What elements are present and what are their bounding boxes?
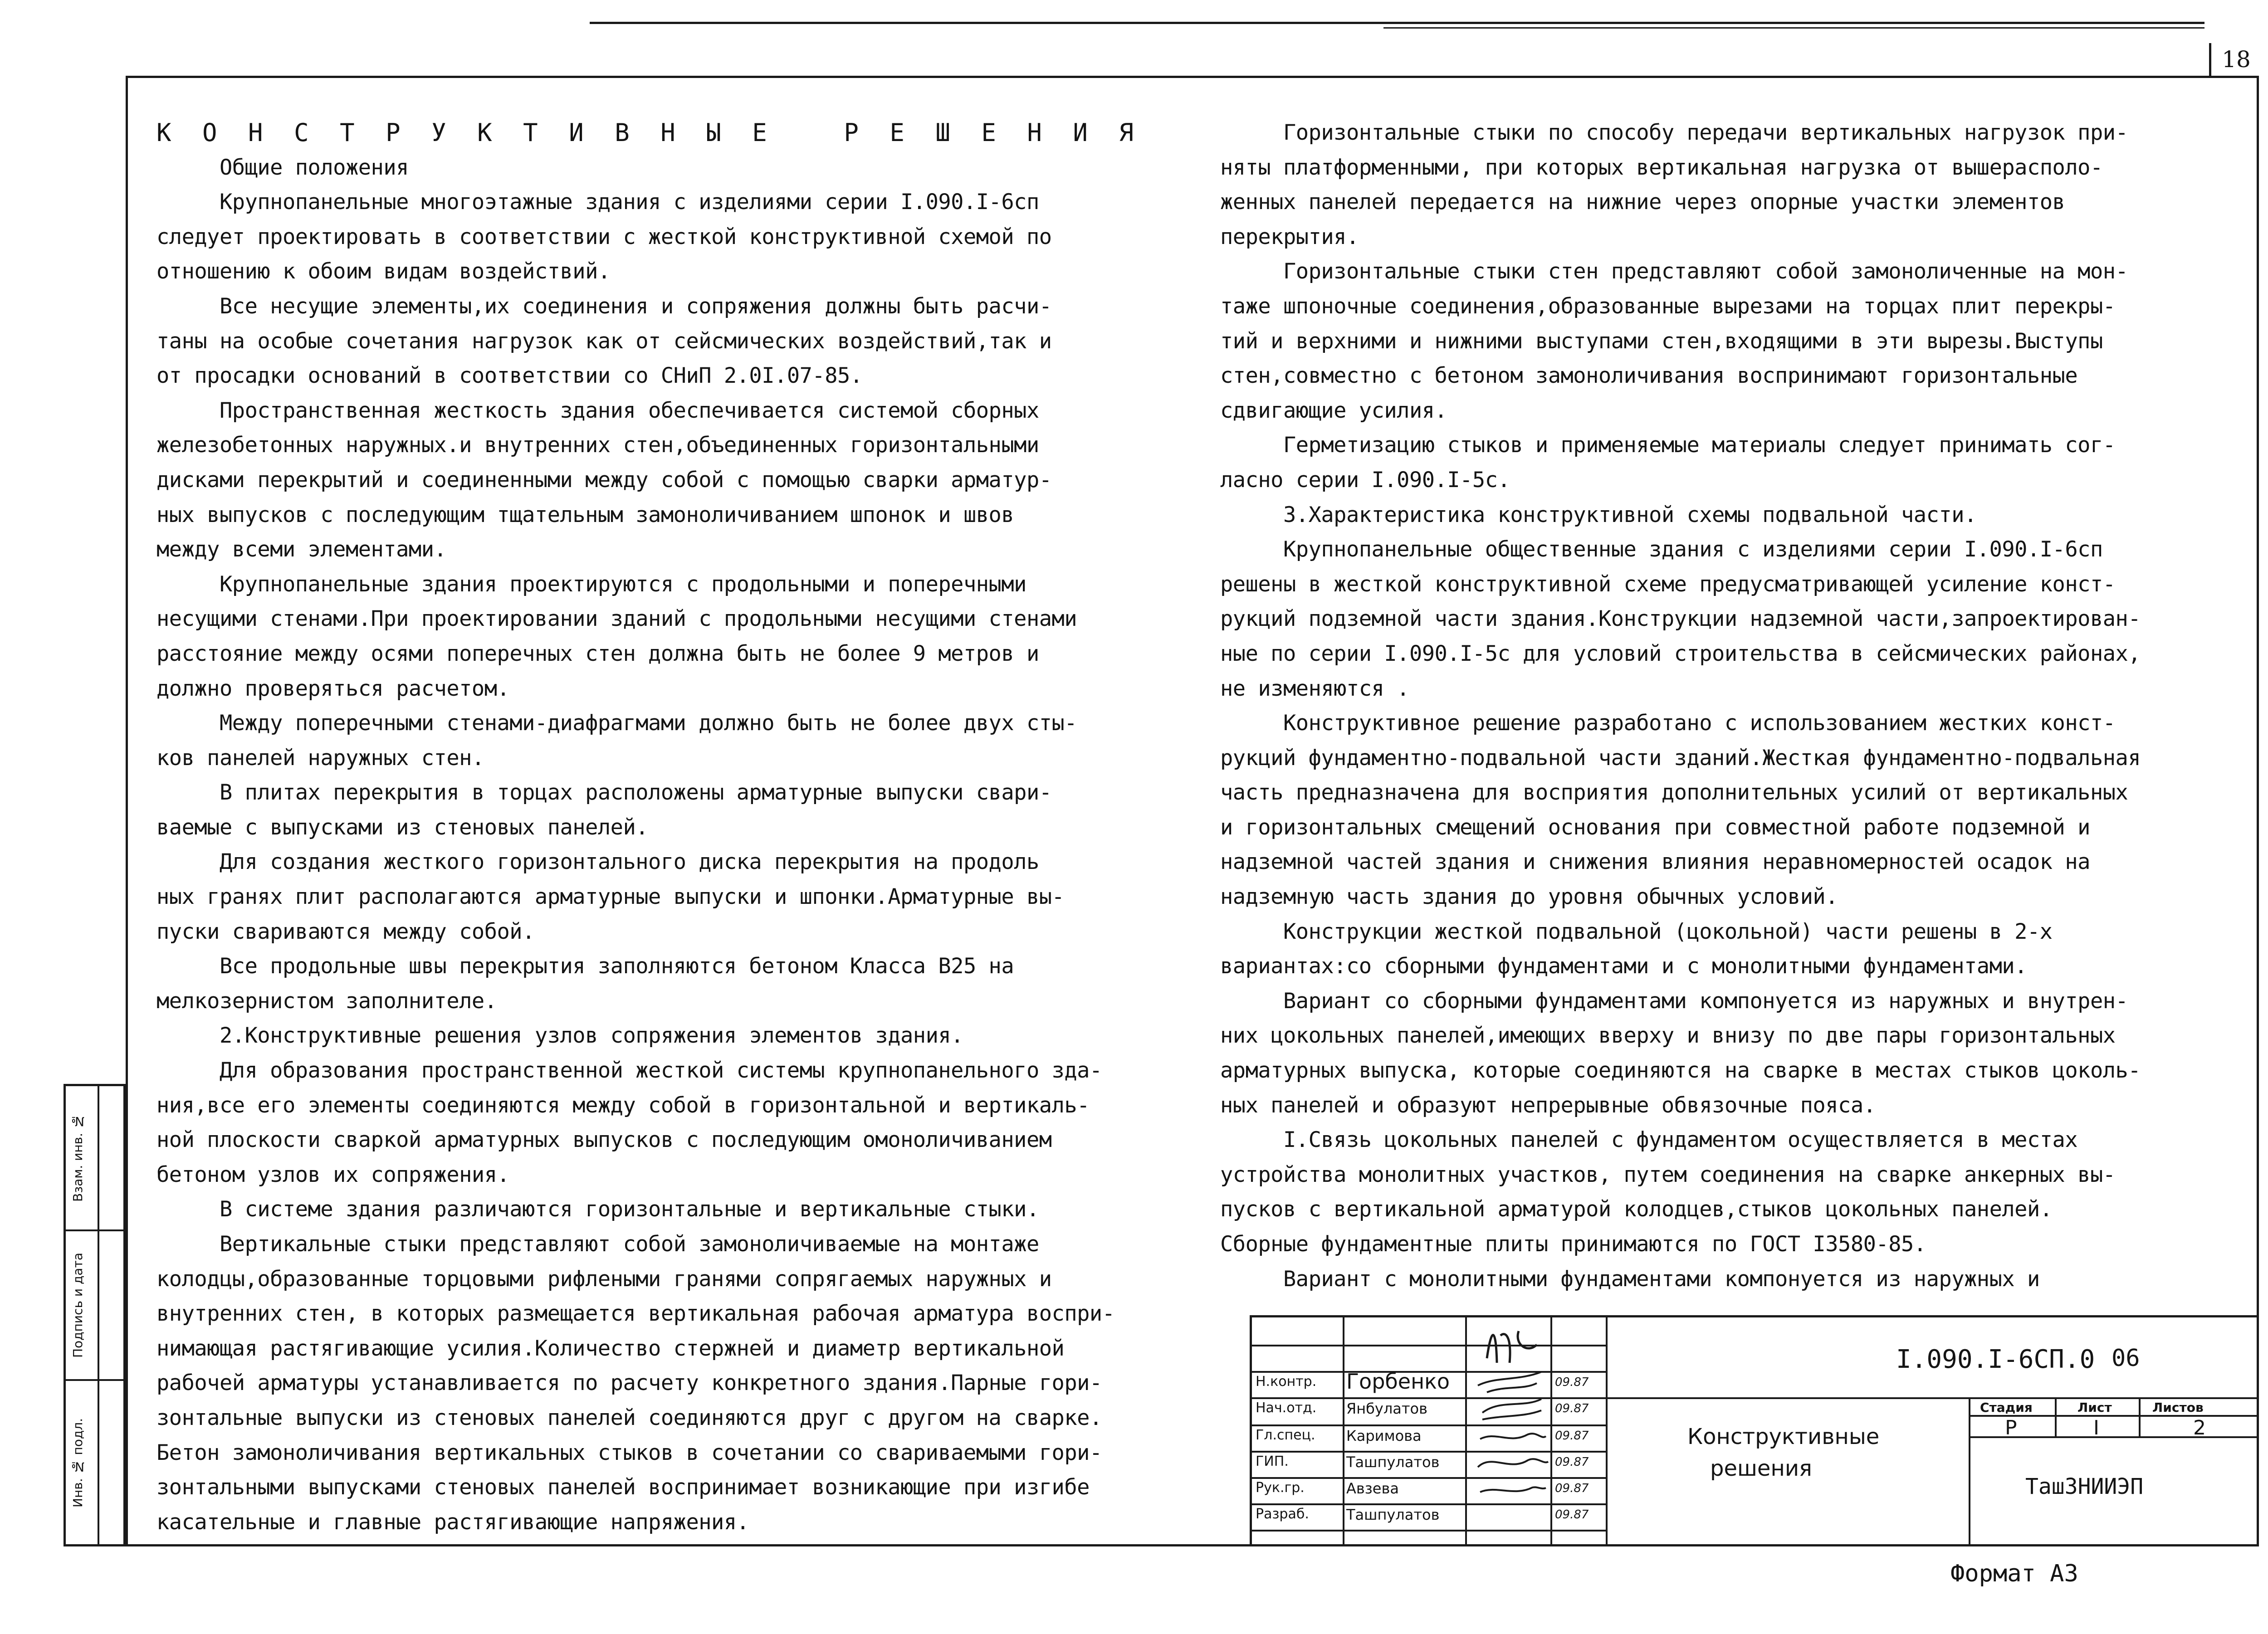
text-line: касательные и главные растягивающие напряжения.: [156, 1509, 749, 1535]
sidebar-cell-sign-date: [66, 1231, 123, 1381]
text-line: рукций фундаментно-подвальной части зданий.Жесткая фундаментно-подвальная: [1220, 745, 2141, 771]
sheets-value: 2: [2193, 1416, 2206, 1439]
sidebar-label-inv-orig: Инв. № подл.: [70, 1418, 85, 1507]
text-line: рукций подземной части здания.Конструкции надземной части,запроектирован-: [1220, 606, 2141, 632]
text-line: пуски свариваются между собой.: [156, 919, 535, 944]
text-line: зонтальными выпусками стеновых панелей воспринимает возникающие при изгибе: [156, 1475, 1090, 1500]
text-line: Пространственная жесткость здания обеспечивается системой сборных: [156, 398, 1039, 423]
text-line: надземную часть здания до уровня обычных условий.: [1220, 884, 1838, 910]
text-line: расстояние между осями поперечных стен должна быть не более 9 метров и: [156, 641, 1039, 666]
stamp-role: Нач.отд.: [1256, 1400, 1317, 1416]
stamp-role: ГИП.: [1256, 1454, 1289, 1469]
text-line: Для создания жесткого горизонтального диска перекрытия на продоль: [156, 849, 1039, 875]
text-line: ваемые с выпусками из стеновых панелей.: [156, 815, 649, 840]
text-line: не изменяются .: [1220, 676, 1409, 701]
text-line: тий и верхними и нижними выступами стен,входящими в эти вырезы.Выступы: [1220, 328, 2103, 354]
stamp-name: Ташпулатов: [1346, 1506, 1440, 1523]
text-line: стен,совместно с бетоном замоноличивания воспринимают горизонтальные: [1220, 363, 2078, 389]
stamp-role: Рук.гр.: [1256, 1480, 1305, 1496]
text-line: Все продольные швы перекрытия заполняются бетоном Класса В25 на: [156, 954, 1014, 979]
text-line: часть предназначена для восприятия дополнительных усилий от вертикальных: [1220, 780, 2128, 805]
text-line: зонтальные выпуски из стеновых панелей соединяются друг с другом на сварке.: [156, 1405, 1102, 1430]
text-line: В системе здания различаются горизонтальные и вертикальные стыки.: [156, 1197, 1039, 1222]
text-line: вариантах:со сборными фундаментами и с монолитными фундаментами.: [1220, 954, 2027, 979]
text-line: ных выпусков с последующим тщательным замоноличиванием шпонок и швов: [156, 502, 1014, 527]
text-line: 3.Характеристика конструктивной схемы подвальной части.: [1220, 502, 1977, 527]
sheet-value: I: [2093, 1416, 2099, 1439]
text-line: Конструкции жесткой подвальной (цокольной) части решены в 2-х: [1220, 919, 2053, 944]
stage-value: Р: [2005, 1416, 2017, 1439]
text-line: бетоном узлов их сопряжения.: [156, 1162, 510, 1187]
text-line: Крупнопанельные общественные здания с изделиями серии I.090.I-6сп: [1220, 537, 2103, 562]
text-line: женных панелей передается на нижние через опорные участки элементов: [1220, 190, 2065, 215]
text-line: железобетонных наружных.и внутренних стен,объединенных горизонтальными: [156, 433, 1039, 458]
text-line: Вертикальные стыки представляют собой замоноличиваемые на монтаже: [156, 1232, 1039, 1257]
text-line: них цокольных панелей,имеющих вверху и внизу по две пары горизонтальных: [1220, 1023, 2116, 1049]
text-line: ных панелей и образуют непрерывные обвязочные пояса.: [1220, 1093, 1876, 1118]
text-line: Сборные фундаментные плиты принимаются по ГОСТ I3580-85.: [1220, 1232, 1926, 1257]
signatures: [1469, 1317, 1550, 1546]
text-line: Вариант со сборными фундаментами компонуется из наружных и внутрен-: [1220, 988, 2128, 1014]
text-line: нимающая растягивающие усилия.Количество стержней и диаметр вертикальной: [156, 1336, 1065, 1361]
text-line: Горизонтальные стыки стен представляют собой замоноличенные на мон-: [1220, 259, 2128, 284]
sidebar-label-sign-date: Подпись и дата: [70, 1253, 85, 1358]
stamp-name: Авзева: [1346, 1480, 1399, 1497]
sheet-code: 06: [2112, 1345, 2140, 1372]
section-heading: К О Н С Т Р У К Т И В Н Ы Е Р Е Ш Е Н И Я: [156, 118, 1142, 147]
doc-title-line2: решения: [1710, 1456, 1812, 1481]
text-line: В плитах перекрытия в торцах расположены арматурные выпуски свари-: [156, 780, 1052, 805]
text-line: Все несущие элементы,их соединения и сопряжения должны быть расчи-: [156, 293, 1052, 319]
text-line: арматурных выпуска, которые соединяются на сварке в местах стыков цоколь-: [1220, 1058, 2141, 1083]
text-line: дисками перекрытий и соединенными между собой с помощью сварки арматур-: [156, 467, 1052, 493]
stamp-name: Ташпулатов: [1346, 1454, 1440, 1471]
title-block: [1250, 1315, 2259, 1546]
text-line: Общие положения: [156, 155, 409, 180]
text-line: пусков с вертикальной арматурой колодцев,стыков цокольных панелей.: [1220, 1197, 2053, 1222]
text-line: следует проектировать в соответствии с жесткой конструктивной схемой по: [156, 224, 1052, 249]
text-line: I.Связь цокольных панелей с фундаментом осуществляется в местах: [1220, 1127, 2078, 1153]
text-line: Бетон замоноличивания вертикальных стыков в сочетании со свариваемыми гори-: [156, 1440, 1102, 1465]
sheets-header: Листов: [2152, 1400, 2204, 1415]
text-line: няты платформенными, при которых вертикальная нагрузка от вышерасполо-: [1220, 155, 2103, 180]
sidebar-label-inv-dup: Взам. инв. №: [70, 1114, 85, 1202]
text-line: сдвигающие усилия.: [1220, 398, 1447, 423]
text-line: и горизонтальных смещений основания при совместной работе подземной и: [1220, 815, 2090, 840]
doc-title-line1: Конструктивные: [1687, 1424, 1880, 1449]
stamp-date: 09.87: [1555, 1455, 1589, 1469]
text-line: несущими стенами.При проектировании зданий с продольными несущими стенами: [156, 606, 1077, 632]
stamp-role: Гл.спец.: [1256, 1427, 1315, 1443]
left-text-column: [156, 116, 1142, 1540]
text-line: Между поперечными стенами-диафрагмами должно быть не более двух сты-: [156, 711, 1077, 736]
text-line: ных гранях плит располагаются арматурные выпуски и шпонки.Арматурные вы-: [156, 884, 1065, 910]
top-rule-thin: [1383, 27, 2204, 29]
text-line: таны на особые сочетания нагрузок как от сейсмических воздействий,так и: [156, 328, 1052, 354]
text-line: ков панелей наружных стен.: [156, 745, 484, 771]
text-line: перекрытия.: [1220, 224, 1359, 249]
text-line: Горизонтальные стыки по способу передачи вертикальных нагрузок при-: [1220, 120, 2128, 145]
text-line: внутренних стен, в которых размещается вертикальная рабочая арматура воспри-: [156, 1301, 1115, 1327]
sidebar-cell-inv-dup: [66, 1086, 123, 1231]
text-line: надземной частей здания и снижения влияния неравномерностей осадок на: [1220, 849, 2090, 875]
text-line: отношению к обоим видам воздействий.: [156, 259, 611, 284]
stamp-name: Каримова: [1346, 1427, 1422, 1444]
stamp-date: 09.87: [1555, 1402, 1589, 1415]
stamp-date: 09.87: [1555, 1375, 1589, 1389]
stamp-role: Н.контр.: [1256, 1374, 1317, 1390]
paper-format: Формат А3: [1950, 1560, 2078, 1587]
text-line: рабочей арматуры устанавливается по расчету конкретного здания.Парные гори-: [156, 1371, 1102, 1396]
text-line: Для образования пространственной жесткой системы крупнопанельного зда-: [156, 1058, 1102, 1083]
stage-header: Стадия: [1980, 1400, 2033, 1415]
text-line: между всеми элементами.: [156, 537, 447, 562]
registration-sidebar: [64, 1084, 126, 1546]
sidebar-divider: [98, 1086, 99, 1544]
stamp-date: 09.87: [1555, 1429, 1589, 1443]
text-line: ной плоскости сваркой арматурных выпусков с последующим омоноличиванием: [156, 1127, 1052, 1153]
text-line: ния,все его элементы соединяются между собой в горизонтальной и вертикаль-: [156, 1093, 1090, 1118]
text-line: Герметизацию стыков и применяемые материалы следует принимать сог-: [1220, 433, 2116, 458]
text-line: решены в жесткой конструктивной схеме предусматривающей усиление конст-: [1220, 571, 2116, 597]
organization: ТашЗНИИЭП: [2025, 1474, 2144, 1499]
designation: I.090.I-6СП.0: [1896, 1345, 2095, 1374]
text-line: устройства монолитных участков, путем соединения на сварке анкерных вы-: [1220, 1162, 2116, 1187]
stamp-role: Разраб.: [1256, 1506, 1309, 1522]
text-line: должно проверяться расчетом.: [156, 676, 510, 701]
text-line: Конструктивное решение разработано с использованием жестких конст-: [1220, 711, 2116, 736]
text-line: колодцы,образованные торцовыми рифлеными гранями сопрягаемых наружных и: [156, 1266, 1052, 1292]
text-line: от просадки оснований в соответствии со СНиП 2.0I.07-85.: [156, 363, 863, 389]
stamp-date: 09.87: [1555, 1508, 1589, 1522]
text-line: ласно серии I.090.I-5с.: [1220, 467, 1510, 493]
top-rule: [590, 22, 2204, 24]
stamp-date: 09.87: [1555, 1482, 1589, 1495]
stamp-name: Горбенко: [1346, 1369, 1450, 1394]
sheet-header: Лист: [2077, 1400, 2112, 1415]
text-line: Крупнопанельные многоэтажные здания с изделиями серии I.090.I-6сп: [156, 190, 1039, 215]
sidebar-cell-inv-orig: [66, 1381, 123, 1544]
page-number: 18: [2209, 43, 2261, 76]
text-line: Вариант с монолитными фундаментами компонуется из наружных и: [1220, 1266, 2040, 1292]
text-line: ные по серии I.090.I-5с для условий строительства в сейсмических районах,: [1220, 641, 2141, 666]
text-line: мелкозернистом заполнителе.: [156, 988, 497, 1014]
text-line: таже шпоночные соединения,образованные вырезами на торцах плит перекры-: [1220, 293, 2116, 319]
text-line: Крупнопанельные здания проектируются с продольными и поперечными: [156, 571, 1026, 597]
text-line: 2.Конструктивные решения узлов сопряжения элементов здания.: [156, 1023, 963, 1049]
right-text-column: [1220, 116, 2141, 1297]
stamp-name: Янбулатов: [1346, 1400, 1427, 1417]
